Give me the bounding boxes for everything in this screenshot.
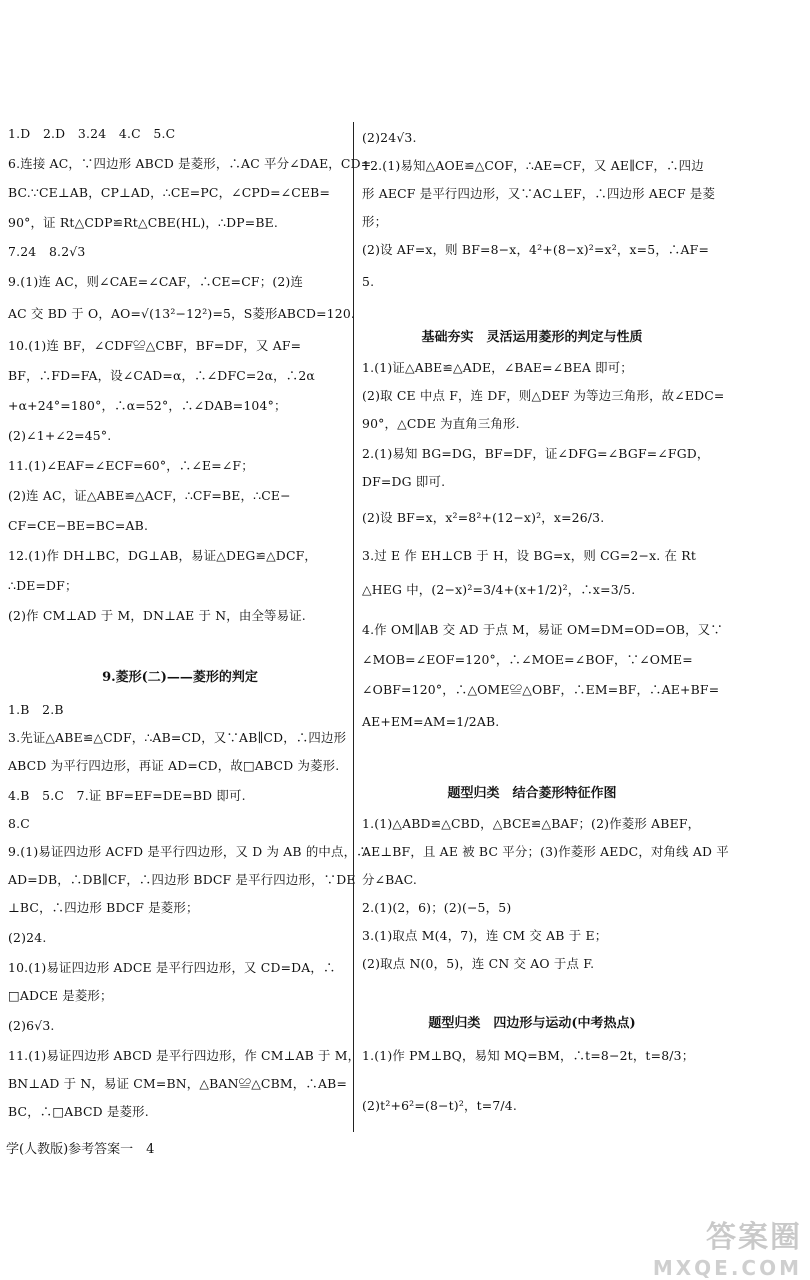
answer-line: 形； (362, 214, 388, 229)
answer-line: (2)∠1+∠2=45°. (8, 428, 112, 443)
answer-line: 形 AECF 是平行四边形，又∵AC⊥EF，∴四边形 AECF 是菱 (362, 186, 716, 201)
answer-line: (2)取 CE 中点 F，连 DF，则△DEF 为等边三角形，故∠EDC= (362, 388, 725, 403)
answer-line: 8.C (8, 816, 30, 831)
section-heading: 基础夯实 灵活运用菱形的判定与性质 (421, 330, 643, 345)
answer-line: 11.(1)∠EAF=∠ECF=60°，∴∠E=∠F； (8, 458, 254, 473)
answer-line: AD=DB，∴DB∥CF，∴四边形 BDCF 是平行四边形，∵DE (8, 872, 356, 887)
answer-line: 3.先证△ABE≌△CDF，∴AB=CD，又∵AB∥CD，∴四边形 (8, 730, 347, 745)
answer-line: 1.(1)作 PM⊥BQ，易知 MQ=BM，∴t=8−2t，t=8/3； (362, 1048, 695, 1063)
answer-line: 4.B 5.C 7.证 BF=EF=DE=BD 即可. (8, 788, 246, 803)
answer-line: 2.(1)易知 BG=DG，BF=DF，证∠DFG=∠BGF=∠FGD， (362, 446, 710, 461)
answer-line: (2)24√3. (362, 130, 417, 145)
answer-line: (2)设 AF=x，则 BF=8−x，4²+(8−x)²=x²，x=5，∴AF= (362, 242, 710, 257)
answer-line: (2)作 CM⊥AD 于 M，DN⊥AE 于 N，由全等易证. (8, 608, 306, 623)
answer-line: BC，∴□ABCD 是菱形. (8, 1104, 149, 1119)
answer-line: 90°，证 Rt△CDP≌Rt△CBE(HL)，∴DP=BE. (8, 215, 279, 230)
answer-line: 1.(1)证△ABE≌△ADE，∠BAE=∠BEA 即可； (362, 360, 633, 375)
answer-line: (2)取点 N(0，5)，连 CN 交 AO 于点 F. (362, 956, 595, 971)
answer-line: 3.过 E 作 EH⊥CB 于 H，设 BG=x，则 CG=2−x. 在 Rt (362, 548, 696, 563)
answer-line: ∠OBF=120°，∴△OME≌△OBF，∴EM=BF，∴AE+BF= (362, 682, 720, 697)
answer-line: 1.(1)△ABD≌△CBD，△BCE≌△BAF；(2)作菱形 ABEF， (362, 816, 701, 831)
answer-line: BC.∵CE⊥AB，CP⊥AD，∴CE=PC，∠CPD=∠CEB= (8, 185, 331, 200)
answer-line: □ADCE 是菱形； (8, 988, 113, 1003)
answer-line: AE⊥BF，且 AE 被 BC 平分；(3)作菱形 AEDC，对角线 AD 平 (362, 844, 729, 859)
answer-line: 9.(1)易证四边形 ACFD 是平行四边形，又 D 为 AB 的中点，∴ (8, 844, 369, 859)
answer-line: (2)6√3. (8, 1018, 55, 1033)
column-divider (353, 122, 354, 1132)
answer-line: 2.(1)(2，6)；(2)(−5，5) (362, 900, 512, 915)
answer-line: 10.(1)连 BF，∠CDF≌△CBF，BF=DF，又 AF= (8, 338, 302, 353)
answer-line: 1.B 2.B (8, 702, 64, 717)
answer-line: △HEG 中，(2−x)²=3/4+(x+1/2)²，∴x=3/5. (362, 582, 636, 597)
answer-line: AE+EM=AM=1/2AB. (362, 714, 500, 729)
answer-line: (2)连 AC，证△ABE≌△ACF，∴CF=BE，∴CE− (8, 488, 291, 503)
answer-line: BF，∴FD=FA，设∠CAD=α，∴∠DFC=2α，∴2α (8, 368, 315, 383)
answer-line: 4.作 OM∥AB 交 AD 于点 M，易证 OM=DM=OD=OB，又∵ (362, 622, 723, 637)
answer-line: 10.(1)易证四边形 ADCE 是平行四边形，又 CD=DA，∴ (8, 960, 336, 975)
page-footer: 学(人教版)参考答案一 4 (6, 1142, 155, 1157)
answer-line: 12.(1)作 DH⊥BC，DG⊥AB，易证△DEG≌△DCF， (8, 548, 318, 563)
answer-line: 11.(1)易证四边形 ABCD 是平行四边形，作 CM⊥AB 于 M， (8, 1048, 361, 1063)
answer-line: 12.(1)易知△AOE≌△COF，∴AE=CF，又 AE∥CF，∴四边 (362, 158, 704, 173)
answer-line: ∠MOB=∠EOF=120°，∴∠MOE=∠BOF，∵∠OME= (362, 652, 693, 667)
answer-line: 90°，△CDE 为直角三角形. (362, 416, 520, 431)
answer-line: +α+24°=180°，∴α=52°，∴∠DAB=104°； (8, 398, 287, 413)
answer-line: 1.D 2.D 3.24 4.C 5.C (8, 126, 176, 141)
answer-line: (2)24. (8, 930, 47, 945)
answer-line: AC 交 BD 于 O，AO=√(13²−12²)=5，S菱形ABCD=120. (8, 306, 356, 321)
answer-line: CF=CE−BE=BC=AB. (8, 518, 149, 533)
answer-line: 5. (362, 274, 375, 289)
answer-line: (2)设 BF=x，x²=8²+(12−x)²，x=26/3. (362, 510, 605, 525)
section-heading: 题型归类 结合菱形特征作图 (447, 786, 617, 801)
answer-line: BN⊥AD 于 N，易证 CM=BN，△BAN≌△CBM，∴AB= (8, 1076, 348, 1091)
answer-line: ∴DE=DF； (8, 578, 78, 593)
watermark-logo (632, 1212, 802, 1280)
answer-line: DF=DG 即可. (362, 474, 446, 489)
answer-line: 7.24 8.2√3 (8, 244, 86, 259)
answer-line: 6.连接 AC，∵四边形 ABCD 是菱形，∴AC 平分∠DAE，CD= (8, 156, 372, 171)
watermark-site: MXQE.COM (652, 1256, 802, 1280)
answer-line: 3.(1)取点 M(4，7)，连 CM 交 AB 于 E； (362, 928, 608, 943)
section-heading: 9.菱形(二)——菱形的判定 (102, 670, 258, 685)
section-heading: 题型归类 四边形与运动(中考热点) (428, 1016, 636, 1031)
answer-line: ABCD 为平行四边形，再证 AD=CD，故□ABCD 为菱形. (8, 758, 340, 773)
answer-line: ⊥BC，∴四边形 BDCF 是菱形； (8, 900, 199, 915)
answer-line: 9.(1)连 AC，则∠CAE=∠CAF，∴CE=CF；(2)连 (8, 274, 304, 289)
answer-line: 分∠BAC. (362, 872, 418, 887)
watermark-brand: 答案圈 (706, 1220, 802, 1255)
answer-line: (2)t²+6²=(8−t)²，t=7/4. (362, 1098, 518, 1113)
